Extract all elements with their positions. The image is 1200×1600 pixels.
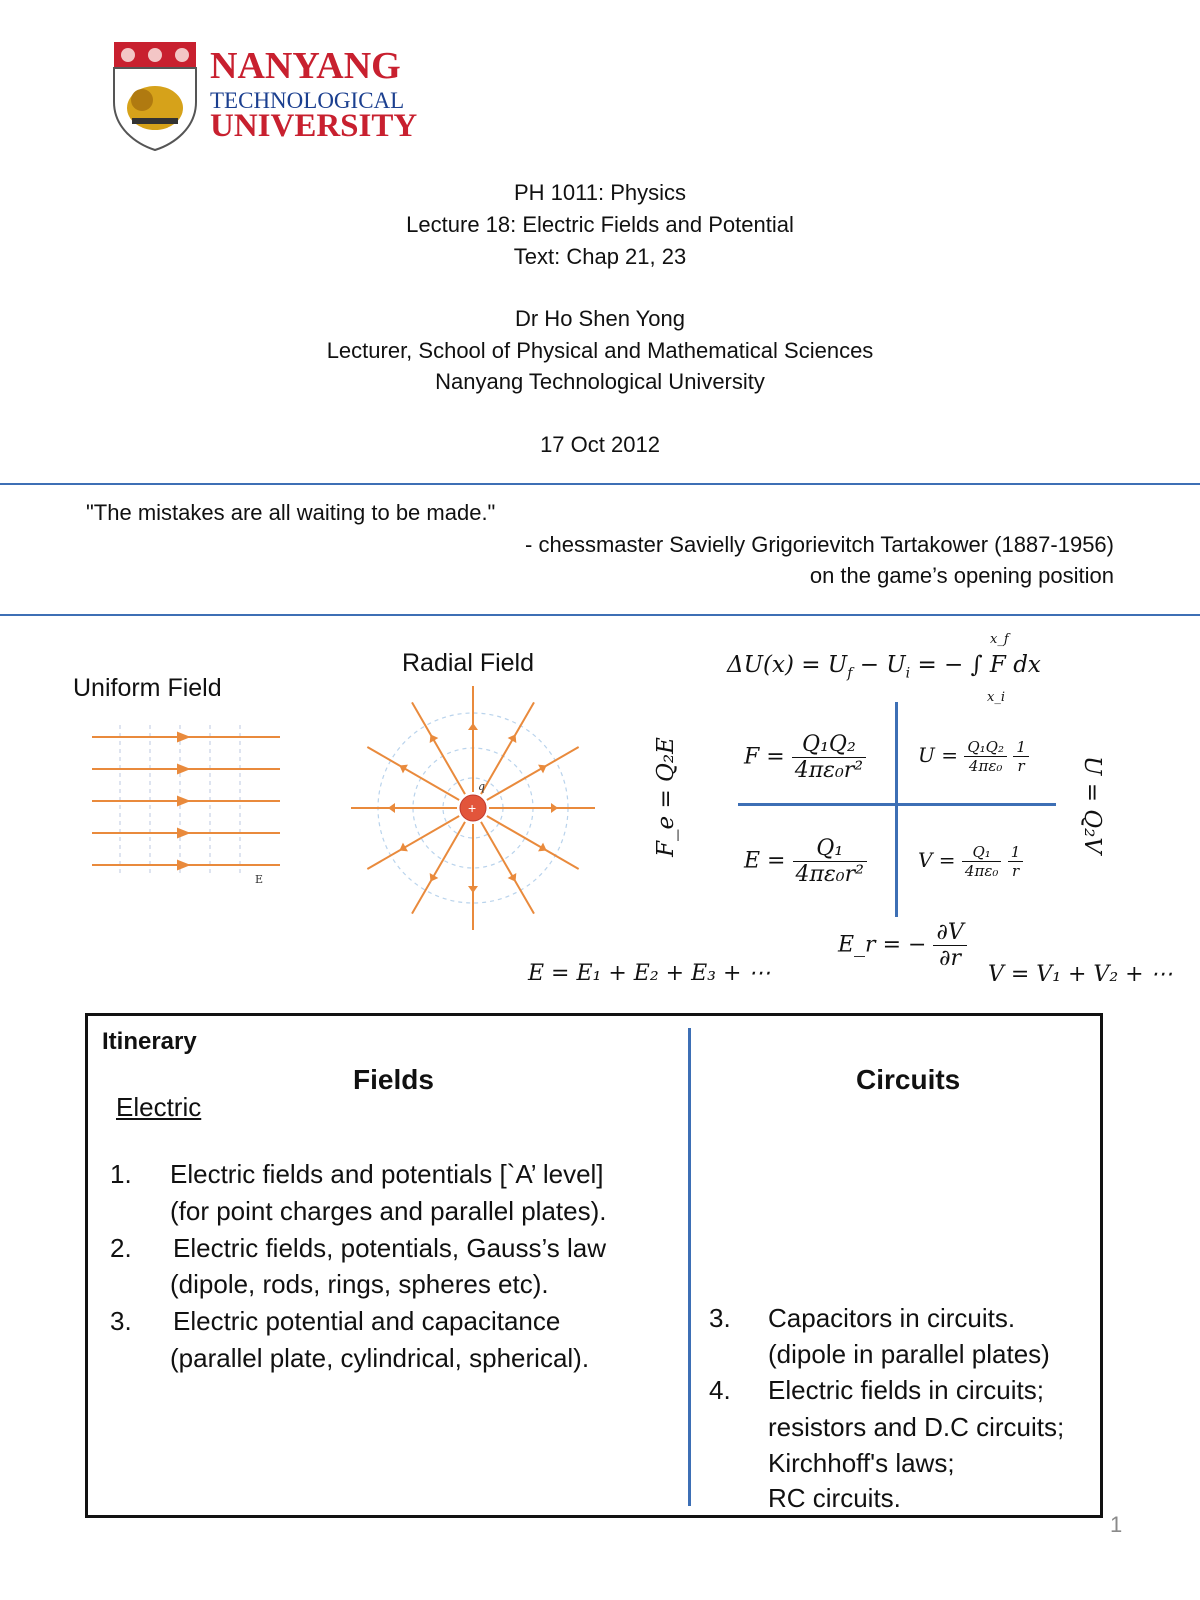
integral-lower-limit: x_i	[987, 690, 1005, 705]
itinerary-title: Itinerary	[102, 1028, 197, 1055]
divider-bottom	[0, 614, 1200, 616]
potential-energy-eq	[918, 738, 1029, 775]
left-item-number: 1.	[110, 1159, 132, 1189]
electric-potential-tail-num: 1	[1008, 843, 1024, 862]
right-item-number: 4.	[709, 1375, 731, 1405]
radial-field-title: Radial Field	[402, 649, 535, 677]
field-gradient-eq	[838, 920, 967, 971]
uniform-field-diagram	[90, 725, 285, 885]
circuits-heading: Circuits	[856, 1064, 961, 1095]
right-item-line: Kirchhoff's laws;	[768, 1448, 955, 1478]
university-logo	[112, 38, 418, 156]
potential-superposition-eq: V = V₁ + V₂ + ⋯	[988, 962, 1173, 987]
quote-context: on the game’s opening position	[809, 563, 1114, 588]
electric-label: Electric	[116, 1092, 202, 1122]
page-number: 1	[1110, 1512, 1123, 1537]
electric-potential-den: 4πε₀	[964, 862, 999, 880]
left-item-line: (dipole, rods, rings, spheres etc).	[170, 1269, 549, 1299]
text-reference: Text: Chap 21, 23	[513, 244, 687, 269]
fields-heading: Fields	[353, 1064, 434, 1095]
radial-field-line	[487, 747, 579, 800]
electric-potential-eq	[918, 843, 1023, 880]
radial-field-arrow	[551, 803, 558, 813]
radial-field-line	[412, 822, 465, 914]
equation-grid-horizontal	[738, 803, 1056, 806]
electric-potential-num: Q₁	[962, 843, 1001, 862]
electric-field-num: Q₁	[793, 836, 867, 862]
radial-field-arrow	[468, 723, 478, 730]
field-superposition-eq: E = E₁ + E₂ + E₃ + ⋯	[528, 961, 771, 986]
lecturer-name: Dr Ho Shen Yong	[514, 306, 686, 331]
field-gradient-num: ∂V	[933, 920, 966, 946]
left-item-line: Electric potential and capacitance	[173, 1306, 561, 1336]
right-item-line: Capacitors in circuits.	[768, 1303, 1016, 1333]
logo-line-technological: TECHNOLOGICAL	[210, 88, 405, 113]
logo-line-nanyang: NANYANG	[210, 45, 401, 87]
uniform-field-label: E	[255, 873, 264, 885]
coulomb-force-num: Q₁Q₂	[792, 732, 866, 758]
course-title: PH 1011: Physics	[513, 180, 686, 205]
right-item-line: RC circuits.	[768, 1483, 901, 1513]
right-item-line: Electric fields in circuits;	[768, 1375, 1044, 1405]
coulomb-force-den: 4πε₀r²	[794, 758, 864, 783]
uniform-field-title: Uniform Field	[73, 674, 222, 702]
left-item-number: 2.	[110, 1233, 132, 1263]
radial-field-diagram	[350, 680, 600, 935]
crest-icon	[112, 40, 198, 152]
institution-name: Nanyang Technological University	[435, 369, 765, 394]
potential-energy-num: Q₁Q₂	[964, 738, 1007, 757]
integral-upper-limit: x_f	[990, 632, 1009, 647]
radial-field-arrow	[388, 803, 395, 813]
coulomb-force-eq	[744, 732, 866, 783]
left-item-line: Electric fields, potentials, Gauss’s law	[173, 1233, 607, 1263]
itinerary-box	[85, 1013, 1103, 1518]
radial-plus: +	[468, 800, 477, 816]
equation-grid-vertical	[895, 702, 898, 917]
right-item-number: 3.	[709, 1303, 731, 1333]
radial-field-arrow	[468, 886, 478, 893]
electric-field-den: 4πε₀r²	[795, 862, 864, 887]
itinerary-column-divider	[688, 1028, 691, 1506]
left-item-number: 3.	[110, 1306, 132, 1336]
quote-attribution: - chessmaster Savielly Grigorievitch Tartakower (1887-1956)	[525, 532, 1114, 557]
lecture-date: 17 Oct 2012	[540, 432, 660, 457]
right-item-line: (dipole in parallel plates)	[768, 1339, 1050, 1369]
lecturer-position: Lecturer, School of Physical and Mathematical Sciences	[326, 338, 874, 363]
right-item-line: resistors and D.C circuits;	[768, 1412, 1065, 1442]
left-item-line: (for point charges and parallel plates).	[170, 1196, 607, 1226]
quote-text: "The mistakes are all waiting to be made."	[86, 500, 496, 525]
radial-field-line	[367, 747, 459, 800]
energy-charge-potential-eq: U = Q₂V	[1078, 756, 1105, 854]
left-item-line: Electric fields and potentials [`A’ level]	[170, 1159, 604, 1189]
left-item-line: (parallel plate, cylindrical, spherical).	[170, 1343, 590, 1373]
lecture-title: Lecture 18: Electric Fields and Potential	[406, 212, 794, 237]
potential-energy-prefix: U =	[918, 743, 958, 767]
electric-field-eq	[744, 836, 867, 887]
radial-charge-label: q	[478, 780, 486, 793]
force-charge-field-eq: F_e = Q₂E	[652, 737, 679, 857]
field-gradient-den: ∂r	[939, 946, 962, 971]
radial-field-line	[481, 822, 534, 914]
electric-potential-prefix: V =	[918, 848, 956, 872]
potential-energy-integral: $\Delta U(x) = U_f - U_i$ = − ∫ F dx	[727, 652, 1041, 682]
coulomb-force-prefix: F =	[744, 744, 785, 770]
potential-energy-tail-num: 1	[1013, 738, 1029, 757]
logo-line-university: UNIVERSITY	[210, 108, 418, 144]
field-gradient-prefix: E_r = −	[838, 932, 927, 958]
divider-top	[0, 483, 1200, 485]
potential-energy-tail-den: r	[1017, 757, 1025, 775]
electric-field-prefix: E =	[744, 848, 786, 874]
electric-potential-tail-den: r	[1011, 862, 1020, 880]
potential-energy-den: 4πε₀	[968, 757, 1003, 775]
